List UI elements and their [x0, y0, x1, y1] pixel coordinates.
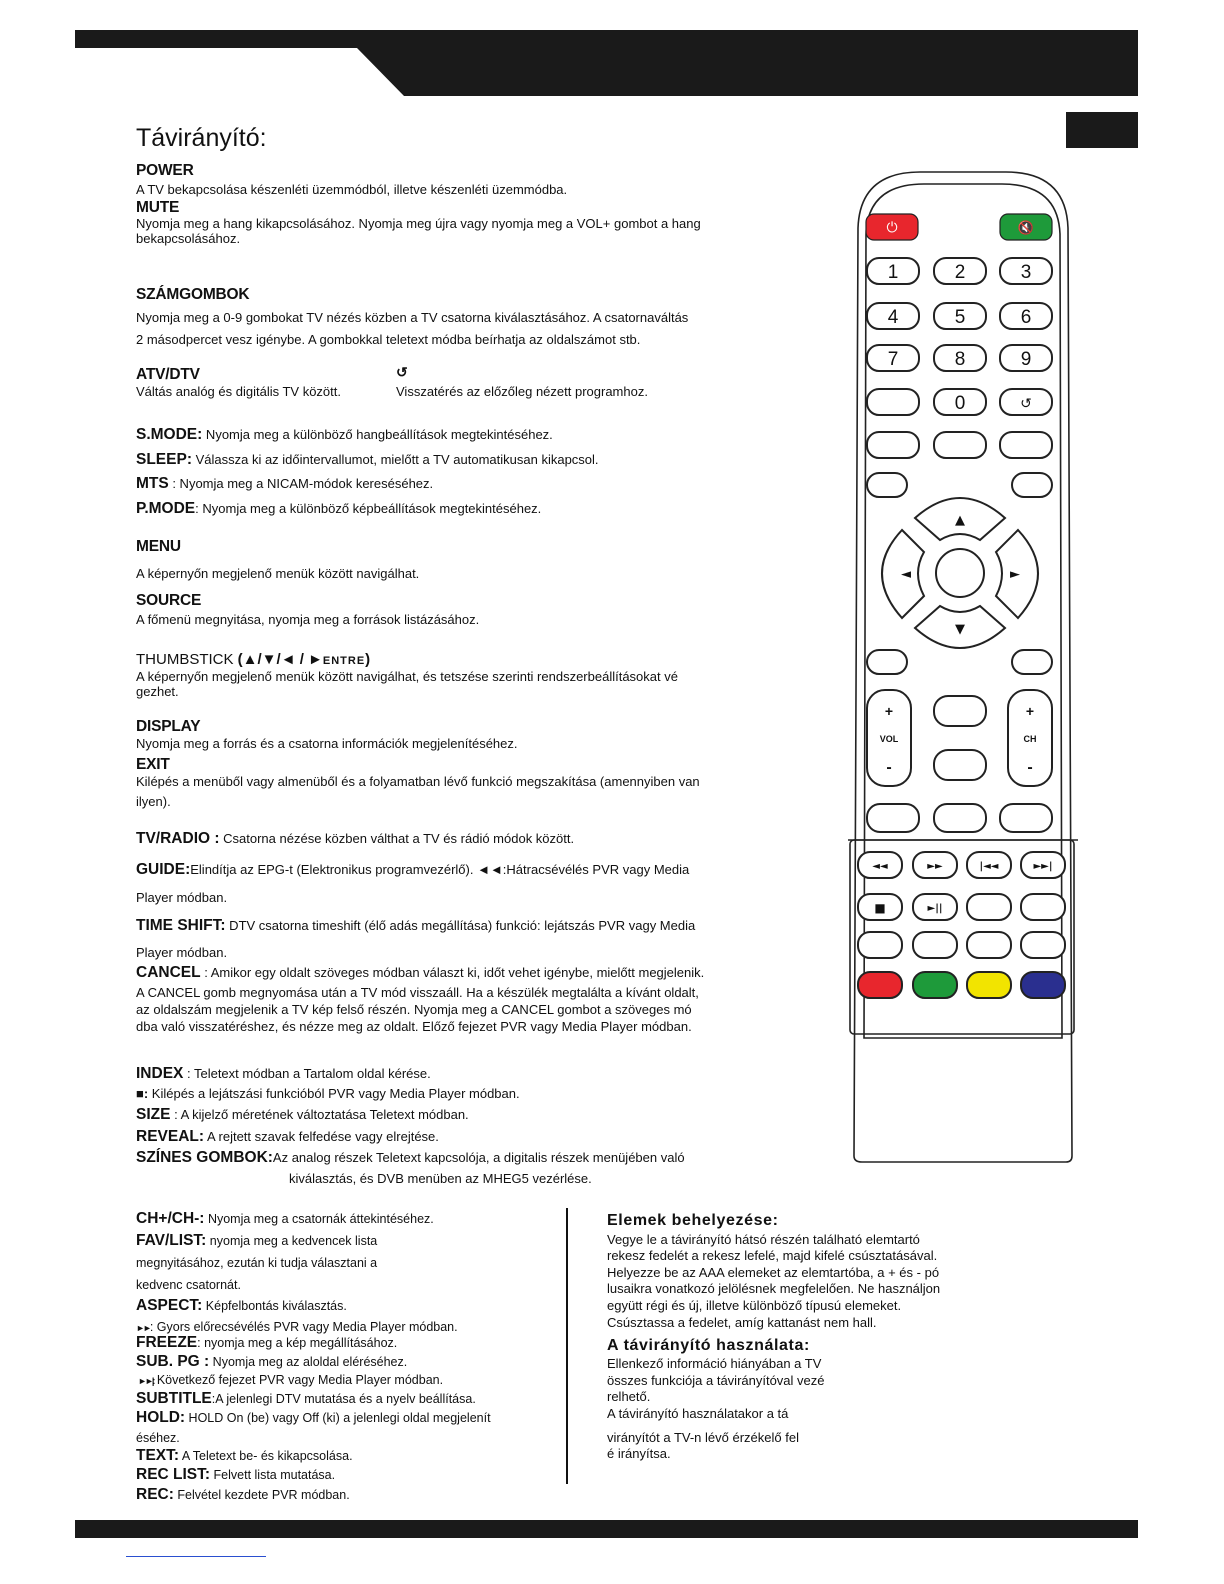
subtitle-button[interactable] [1021, 932, 1065, 958]
battery-text-2: rekesz fedelét a rekesz lefelé, majd kifelé csúsztatásával. [607, 1248, 938, 1263]
mute-icon: 🔇 [1017, 221, 1035, 236]
guide-text-2: Player módban. [136, 890, 228, 905]
thumb-arrows: (▲/▼/◄ / ► [237, 651, 323, 668]
digit-label-7: 7 [887, 349, 899, 370]
ff-line [136, 1320, 458, 1334]
thumb-close: ) [365, 651, 371, 668]
guide-line [136, 861, 768, 879]
mts-line [136, 475, 433, 493]
rec-heading: REC: [136, 1486, 174, 1503]
right-arrow-icon: ► [1010, 567, 1020, 582]
tv-radio-button[interactable] [867, 804, 919, 832]
fast-forward-icon: ►► [927, 861, 943, 872]
colors-text-1: Az analog részek Teletext kapcsolója, a digitalis részek menüjében való [272, 1150, 685, 1165]
battery-text-6: Csúsztassa a fedelet, amíg kattanást nem hall. [607, 1315, 877, 1330]
stop-line [136, 1086, 520, 1101]
chpm-line [136, 1210, 434, 1228]
left-arrow-icon: ◄ [901, 567, 911, 582]
exit-text-2: ilyen). [136, 794, 171, 809]
green-button[interactable] [913, 972, 957, 998]
vol-minus-label: - [886, 759, 892, 776]
guide-button[interactable] [934, 804, 986, 832]
size-text: : A kijelző méretének változtatása Teletext módban. [170, 1107, 469, 1122]
size-heading: SIZE [136, 1106, 171, 1123]
next-icon: ►►| [1033, 861, 1053, 872]
vol-plus-label: + [884, 703, 894, 719]
cancel-line [136, 964, 704, 982]
sleep-text: Válassza ki az időintervallumot, mielőtt a TV automatikusan kikapcsol. [191, 452, 599, 467]
digit-label-8: 8 [954, 349, 966, 370]
freeze-text: : nyomja meg a kép megállításához. [197, 1336, 398, 1350]
colors-heading: SZÍNES GOMBOK: [136, 1149, 273, 1166]
power-heading: POWER [136, 162, 194, 179]
column-divider [566, 1208, 568, 1484]
guide-heading: GUIDE: [136, 861, 191, 878]
reveal-button[interactable] [858, 932, 902, 958]
usage-text-6: é irányítsa. [607, 1446, 671, 1461]
reclist-line [136, 1466, 335, 1484]
source-button[interactable] [1012, 473, 1052, 497]
rec-text: Felvétel kezdete PVR módban. [173, 1488, 350, 1502]
pmode-heading: P.MODE [136, 500, 196, 517]
usage-text-2: összes funkciója a távirányítóval vezé [607, 1373, 825, 1388]
cancel-text-3: az oldalszám megjelenik a TV kép felső részén. Nyomja meg a CANCEL gombot a szöveges mó [136, 1002, 692, 1017]
next-line [138, 1373, 443, 1387]
favlist-text-1: nyomja meg a kedvencek lista [206, 1234, 378, 1248]
display-text: Nyomja meg a forrás és a csatorna információk megjelenítéséhez. [136, 736, 518, 751]
tvradio-line [136, 830, 574, 848]
subpg-text: Nyomja meg az aloldal eléréséhez. [209, 1355, 408, 1369]
pmode-text: : Nyomja meg a különböző képbeállítások megtekintéséhez. [195, 501, 542, 516]
enter-button[interactable] [936, 549, 984, 597]
red-button[interactable] [858, 972, 902, 998]
up-arrow-icon: ▲ [955, 513, 965, 528]
ch-label: CH [1023, 734, 1037, 744]
timeshift-heading: TIME SHIFT: [136, 917, 226, 934]
sleep-button[interactable] [934, 432, 986, 458]
sleep-heading: SLEEP: [136, 451, 192, 468]
hold-heading: HOLD: [136, 1409, 186, 1426]
cancel-text-2: A CANCEL gomb megnyomása után a TV mód visszaáll. Ha a készülék megtalálta a kívánt oldalt, [136, 985, 699, 1000]
battery-text-1: Vegye le a távirányító hátsó részén található elemtartó [607, 1232, 920, 1247]
thumb-line [136, 651, 370, 668]
menu-heading: MENU [136, 538, 181, 555]
aspect-button[interactable] [1000, 804, 1052, 832]
fav-list-button[interactable] [934, 750, 986, 780]
reveal-text: A rejtett szavak felfedése vagy elrejtése. [204, 1129, 439, 1144]
exit-text-1: Kilépés a menüből vagy almenüből és a folyamatban lévő funkció megszakítása (amennyiben van [136, 774, 700, 789]
hold-text-2: éséhez. [136, 1431, 180, 1445]
aspect-line [136, 1297, 347, 1315]
numbers-text-1: Nyomja meg a 0-9 gombokat TV nézés közben a TV csatorna kiválasztásához. A csatornaváltás [136, 310, 689, 325]
cancel-heading: CANCEL [136, 964, 201, 981]
hold-text-1: HOLD On (be) vagy Off (ki) a jelenlegi oldal megjelenít [185, 1411, 491, 1425]
freeze-line [136, 1334, 397, 1352]
display-button[interactable] [867, 650, 907, 674]
recall-icon: ↺ [396, 364, 408, 380]
reveal-heading: REVEAL: [136, 1128, 205, 1145]
side-tab [1066, 112, 1138, 148]
text-heading: TEXT: [136, 1447, 180, 1464]
battery-text-5: együtt régi és új, illetve különböző típusú elemeket. [607, 1298, 902, 1313]
page-title: Távirányító: [136, 124, 267, 152]
down-arrow-icon: ▼ [955, 622, 965, 637]
rec-line [136, 1486, 350, 1504]
cancel-text-4: dba való visszatéréshez, és nézze meg az oldalt. Előző fejezet PVR vagy Media Player módban. [136, 1019, 692, 1034]
play-pause-icon: ►|| [927, 903, 943, 914]
usage-text-1: Ellenkező információ hiányában a TV [607, 1356, 822, 1371]
pmode-line [136, 500, 541, 518]
hold-line [136, 1409, 491, 1427]
digit-label-6: 6 [1020, 307, 1032, 328]
digit-label-9: 9 [1020, 349, 1032, 370]
size-line [136, 1106, 469, 1124]
exit-heading: EXIT [136, 756, 170, 773]
tvradio-heading: TV/RADIO : [136, 830, 220, 847]
subtitle-heading: SUBTITLE [136, 1390, 212, 1407]
timeshift-line [136, 917, 695, 935]
footer-bar [75, 1520, 1138, 1538]
atv-heading: ATV/DTV [136, 366, 200, 383]
timeshift-text-1: DTV csatorna timeshift (élő adás megállítása) funkció: lejátszás PVR vagy Media [225, 918, 696, 933]
recall-text: Visszatérés az előzőleg nézett programhoz. [396, 384, 648, 399]
usage-text-5: virányítót a TV-n lévő érzékelő fel [607, 1430, 799, 1445]
numbers-text-2: 2 másodpercet vesz igénybe. A gombokkal teletext módba beírhatja az oldalszámot stb. [136, 332, 641, 347]
index-text: : Teletext módban a Tartalom oldal kérése. [183, 1066, 431, 1081]
text-button[interactable] [913, 932, 957, 958]
smode-text: Nyomja meg a különböző hangbeállítások megtekintéséhez. [202, 427, 553, 442]
favlist-text-3: kedvenc csatornát. [136, 1278, 241, 1292]
atv-text: Váltás analóg és digitális TV között. [136, 384, 341, 399]
remote-control [840, 168, 1086, 1164]
index-heading: INDEX [136, 1065, 184, 1082]
colors-line [136, 1149, 685, 1167]
mute-text-1: Nyomja meg a hang kikapcsolásához. Nyomja meg újra vagy nyomja meg a VOL+ gombot a hang [136, 216, 701, 231]
smode-line [136, 426, 553, 444]
exit-button[interactable] [1012, 650, 1052, 674]
ch-plus-label: + [1025, 703, 1035, 719]
battery-text-4: lusaikra vonatkozó jelölésnek megfelelően. Ne használjon [607, 1281, 941, 1296]
guide-text-1: Elindítja az EPG-t (Elektronikus programvezérlő). ◄◄:Hátracsévélés PVR vagy Media [190, 862, 690, 877]
source-text: A főmenü megnyitása, nyomja meg a források listázásához. [136, 612, 480, 627]
smode-button[interactable] [867, 432, 919, 458]
subtitle-line [136, 1390, 476, 1408]
previous-icon: |◄◄ [979, 861, 999, 872]
stop-icon: ■ [874, 901, 886, 915]
chpm-text: Nyomja meg a csatornák áttekintéséhez. [204, 1212, 434, 1226]
digit-label-2: 2 [954, 262, 966, 283]
header-notch [75, 30, 415, 97]
freeze-heading: FREEZE [136, 1334, 198, 1351]
hold-button[interactable] [967, 932, 1011, 958]
mute-text-2: bekapcsolásához. [136, 231, 241, 246]
mute-heading: MUTE [136, 199, 180, 216]
mts-button[interactable] [934, 696, 986, 726]
recall-icon: ↺ [1020, 395, 1032, 411]
tvradio-text: Csatorna nézése közben válthat a TV és rádió módok között. [219, 831, 575, 846]
text-line [136, 1447, 353, 1465]
stop-icon: ■: [136, 1086, 149, 1101]
favlist-text-2: megnyitásához, ezután ki tudja választani a [136, 1256, 378, 1270]
index-button[interactable] [967, 894, 1011, 920]
digit-label-3: 3 [1020, 262, 1032, 283]
cancel-text-1: : Amikor egy oldalt szöveges módban választ ki, időt vehet igénybe, mielőtt megjelenik. [200, 965, 705, 980]
thumb-text-1: A képernyőn megjelenő menük között navigálhat, és tetszése szerinti rendszerbeállításokat vé [136, 669, 678, 684]
digit-label-5: 5 [954, 307, 966, 328]
menu-button[interactable] [867, 473, 907, 497]
smode-heading: S.MODE: [136, 426, 203, 443]
numbers-heading: SZÁMGOMBOK [136, 286, 250, 303]
index-line [136, 1065, 431, 1083]
digit-label-4: 4 [887, 307, 899, 328]
digit-label-0: 0 [954, 393, 966, 414]
aspect-text: Képfelbontás kiválasztás. [202, 1299, 347, 1313]
chpm-heading: CH+/CH-: [136, 1210, 205, 1227]
subtitle-text: :A jelenlegi DTV mutatása és a nyelv beállítása. [211, 1392, 476, 1406]
display-heading: DISPLAY [136, 718, 201, 735]
footer-link-underline [126, 1556, 266, 1557]
usage-text-3: relhető. [607, 1389, 651, 1404]
colors-text-2: kiválasztás, és DVB menüben az MHEG5 vezérlése. [289, 1171, 592, 1186]
power-text: A TV bekapcsolása készenléti üzemmódból, illetve készenléti üzemmódba. [136, 182, 568, 197]
mts-text: : Nyomja meg a NICAM-módok kereséséhez. [168, 476, 434, 491]
sleep-line [136, 451, 599, 469]
battery-heading: Elemek behelyezése: [607, 1212, 779, 1229]
atv-dtv-button[interactable] [867, 389, 919, 415]
ff-text: : Gyors előrecsévélés PVR vagy Media Player módban. [149, 1320, 458, 1334]
yellow-button[interactable] [967, 972, 1011, 998]
aspect-heading: ASPECT: [136, 1297, 203, 1314]
subpg-heading: SUB. PG : [136, 1353, 210, 1370]
thumb-text-2: gezhet. [136, 684, 179, 699]
menu-text: A képernyőn megjelenő menük között navigálhat. [136, 566, 420, 581]
source-heading: SOURCE [136, 592, 202, 609]
reclist-heading: REC LIST: [136, 1466, 211, 1483]
battery-text-3: Helyezze be az AAA elemeket az elemtartóba, a + és - pó [607, 1265, 940, 1280]
reveal-line [136, 1128, 439, 1146]
ch-minus-label: - [1027, 759, 1033, 776]
mts-heading: MTS [136, 475, 169, 492]
usage-heading: A távirányító használata: [607, 1337, 810, 1354]
size-button[interactable] [1021, 894, 1065, 920]
digit-label-1: 1 [887, 262, 899, 283]
usage-text-4: A távirányító használatakor a tá [607, 1406, 789, 1421]
rewind-icon: ◄◄ [872, 861, 888, 872]
ff-icon: ►► [136, 1323, 150, 1333]
favlist-heading: FAV/LIST: [136, 1232, 207, 1249]
favlist-line [136, 1232, 377, 1250]
power-icon: ⏻ [886, 220, 898, 236]
timeshift-text-2: Player módban. [136, 945, 228, 960]
stop-text: Kilépés a lejátszási funkcióból PVR vagy Media Player módban. [148, 1086, 520, 1101]
reclist-text: Felvett lista mutatása. [210, 1468, 336, 1482]
text-text: A Teletext be- és kikapcsolása. [179, 1449, 353, 1463]
vol-label: VOL [879, 734, 899, 744]
next-text: Következő fejezet PVR vagy Media Player módban. [153, 1373, 444, 1387]
pmode-button[interactable] [1000, 432, 1052, 458]
blue-button[interactable] [1021, 972, 1065, 998]
thumb-heading: THUMBSTICK [136, 651, 234, 668]
thumb-entre: ENTRE [322, 655, 366, 667]
next-icon: ►►|: [138, 1376, 154, 1386]
subpg-line [136, 1353, 407, 1371]
